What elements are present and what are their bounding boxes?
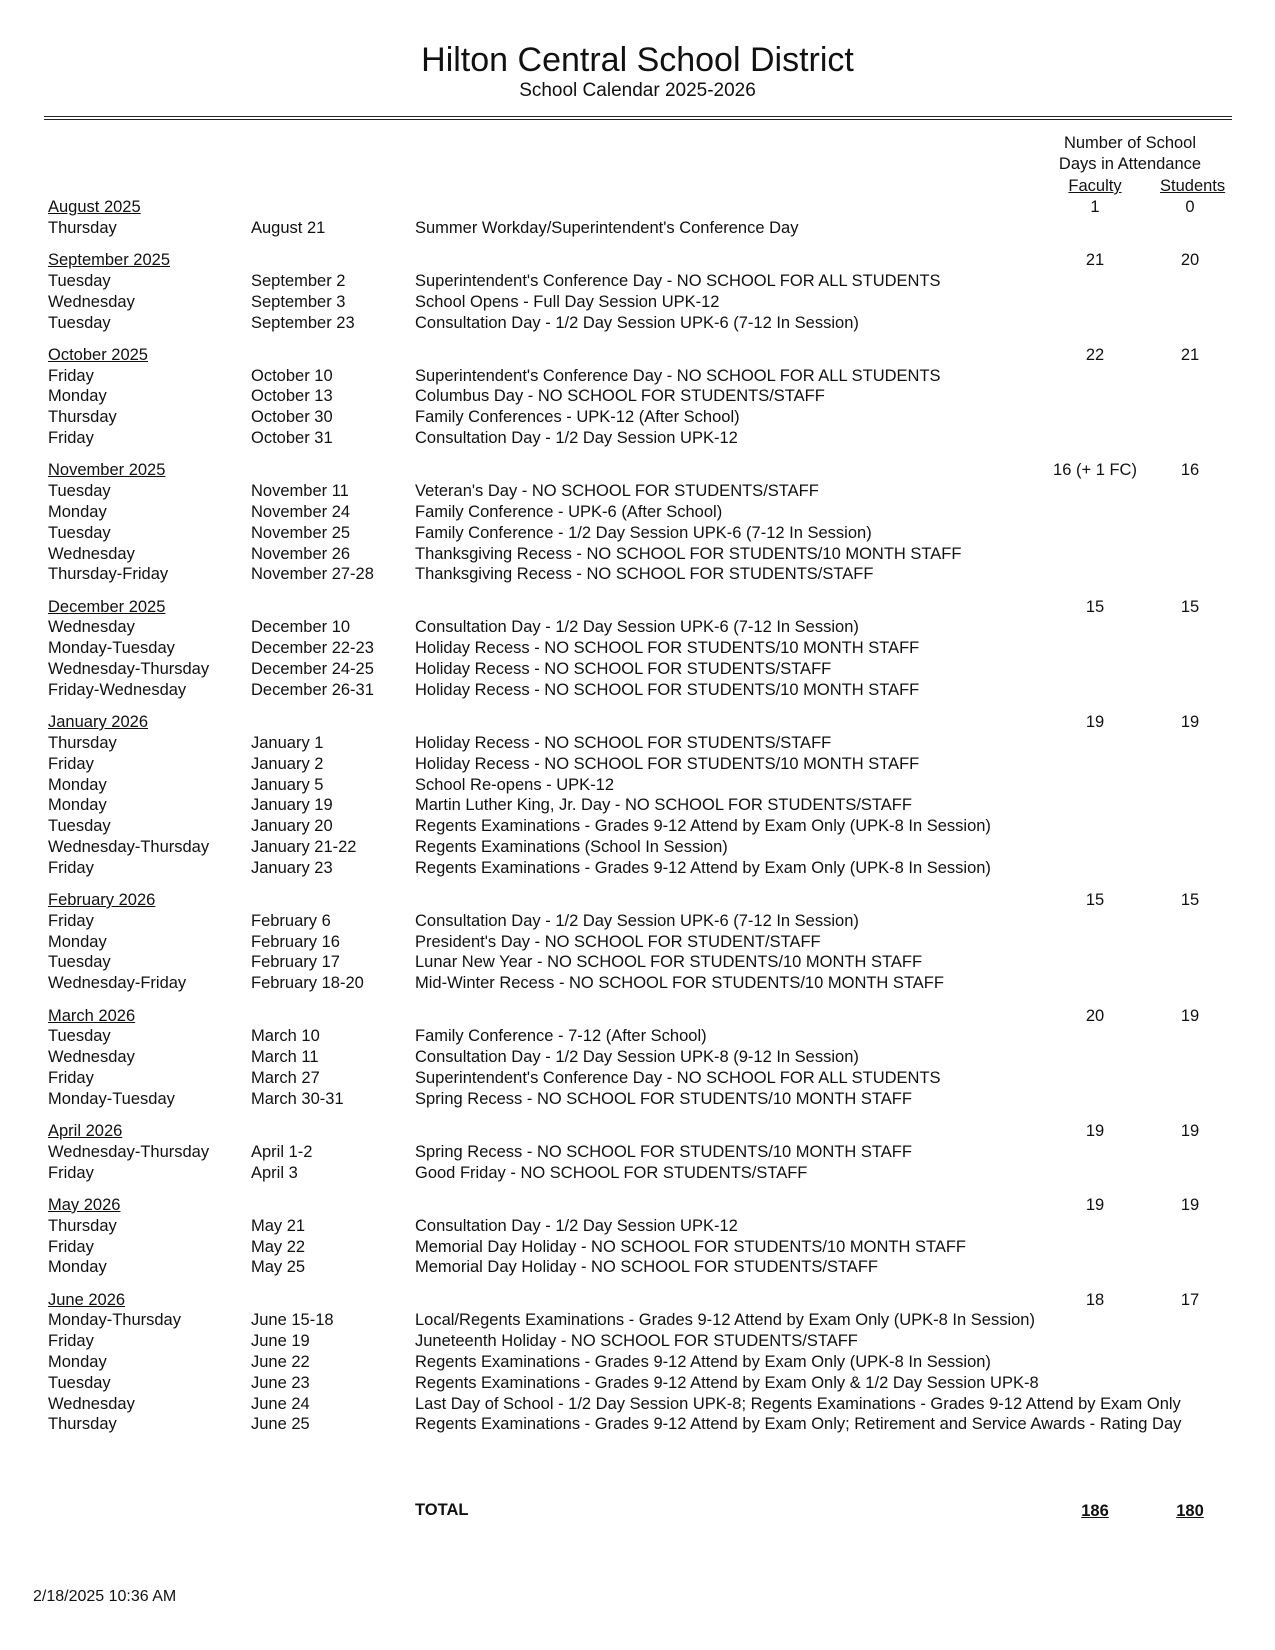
calendar-event-row [0,1026,1275,1047]
event-date: May 22 [251,1237,306,1256]
faculty-days: 20 [1085,1006,1105,1025]
event-description: Good Friday - NO SCHOOL FOR STUDENTS/STAFF [415,1163,808,1182]
calendar-event-row [0,407,1275,428]
month-header-row [0,197,1275,218]
event-description: Memorial Day Holiday - NO SCHOOL FOR STUDENTS/STAFF [415,1258,878,1277]
event-description: Holiday Recess - NO SCHOOL FOR STUDENTS/STAFF [415,733,832,752]
calendar-event-row [0,659,1275,680]
event-day: Monday-Thursday [48,1311,181,1330]
calendar-event-row [0,1394,1275,1415]
calendar-event-row [0,733,1275,754]
month-header-row [0,1290,1275,1311]
calendar-event-row [0,366,1275,387]
event-date: June 24 [251,1394,310,1413]
event-date: April 1-2 [251,1142,313,1161]
event-date: January 20 [251,817,333,836]
event-description: Superintendent's Conference Day - NO SCHOOL FOR ALL STUDENTS [415,271,941,290]
calendar-event-row [0,1142,1275,1163]
event-day: Thursday-Friday [48,565,169,584]
calendar-event-row [0,544,1275,565]
calendar-event-row [0,271,1275,292]
calendar-event-row [0,795,1275,816]
event-date: August 21 [251,218,326,237]
event-description: Regents Examinations - Grades 9-12 Attend by Exam Only; Retirement and Service Awards - Rating Day [415,1415,1182,1434]
event-date: October 30 [251,408,333,427]
student-days: 19 [1180,713,1200,732]
event-date: June 22 [251,1353,310,1371]
faculty-days: 19 [1085,1195,1105,1214]
total-student-days: 180 [1176,1502,1204,1520]
month-header-row [0,460,1275,481]
month-header-row [0,712,1275,733]
event-date: February 17 [251,953,340,972]
month-header-row [0,345,1275,366]
event-day: Friday [48,1068,94,1087]
event-date: January 19 [251,796,333,815]
calendar-event-row [0,617,1275,638]
event-day: Tuesday [48,313,111,332]
student-days: 19 [1180,1195,1200,1214]
event-day: Friday [48,911,94,930]
event-date: December 10 [251,618,351,637]
event-date: October 31 [251,429,333,447]
student-days: 19 [1180,1122,1200,1140]
event-day: Wednesday [48,1048,135,1067]
event-date: February 16 [251,932,340,951]
calendar-event-row [0,775,1275,796]
event-description: Family Conferences - UPK-12 (After School) [415,408,740,427]
event-description: Consultation Day - 1/2 Day Session UPK-6 (7-12 In Session) [415,618,859,637]
calendar-event-row [0,1310,1275,1331]
event-day: Monday-Tuesday [48,639,175,658]
event-date: September 23 [251,313,355,332]
event-day: Friday-Wednesday [48,680,187,699]
event-day: Friday [48,1332,94,1351]
student-days: 20 [1180,251,1200,270]
student-days: 21 [1180,345,1200,364]
calendar-event-row [0,1352,1275,1373]
calendar-event-row [0,973,1275,994]
event-description: Summer Workday/Superintendent's Conference Day [415,218,799,237]
event-description: Holiday Recess - NO SCHOOL FOR STUDENTS/10 MONTH STAFF [415,639,920,658]
event-day: Monday [48,1353,107,1371]
month-name: August 2025 [48,198,141,216]
event-day: Friday [48,429,94,447]
event-description: Juneteenth Holiday - NO SCHOOL FOR STUDENTS/STAFF [415,1332,858,1351]
event-description: Mid-Winter Recess - NO SCHOOL FOR STUDENTS/10 MONTH STAFF [415,974,944,993]
event-day: Wednesday-Thursday [48,1142,210,1161]
month-name: June 2026 [48,1290,126,1309]
event-description: Thanksgiving Recess - NO SCHOOL FOR STUDENTS/10 MONTH STAFF [415,544,962,563]
calendar-event-row [0,218,1275,239]
event-day: Wednesday-Friday [48,974,187,993]
event-description: Family Conference - 7-12 (After School) [415,1027,707,1046]
student-days: 0 [1185,198,1195,216]
event-day: Monday [48,775,107,794]
month-header-row [0,597,1275,618]
event-day: Tuesday [48,271,111,290]
event-description: Superintendent's Conference Day - NO SCHOOL FOR ALL STUDENTS [415,366,941,385]
event-date: October 10 [251,366,333,385]
calendar-event-row [0,564,1275,585]
event-day: Friday [48,754,94,773]
faculty-days: 19 [1085,1122,1105,1140]
event-date: January 2 [251,754,324,773]
total-faculty-days: 186 [1081,1502,1109,1520]
event-day: Thursday [48,733,117,752]
event-day: Monday [48,1258,107,1277]
month-header-row [0,1006,1275,1027]
faculty-days: 22 [1085,345,1105,364]
calendar-event-row [0,1163,1275,1184]
month-name: April 2026 [48,1122,123,1140]
event-description: Holiday Recess - NO SCHOOL FOR STUDENTS/10 MONTH STAFF [415,754,920,773]
event-date: January 5 [251,775,324,794]
event-day: Tuesday [48,1373,111,1392]
event-day: Wednesday-Thursday [48,837,210,856]
student-days: 19 [1180,1006,1200,1025]
month-header-row [0,1121,1275,1142]
calendar-event-row [0,1257,1275,1278]
event-date: September 3 [251,292,346,311]
event-description: Veteran's Day - NO SCHOOL FOR STUDENTS/STAFF [415,482,819,501]
event-description: Family Conference - UPK-6 (After School) [415,502,723,521]
faculty-days: 15 [1085,597,1105,616]
students-column-header: Students [1160,177,1226,195]
month-header-row [0,1195,1275,1216]
month-name: October 2025 [48,345,148,364]
event-date: December 22-23 [251,639,374,658]
event-description: School Re-opens - UPK-12 [415,775,615,794]
event-day: Monday [48,502,107,521]
calendar-event-row [0,481,1275,502]
event-day: Thursday [48,218,117,237]
calendar-event-row [0,1089,1275,1110]
event-description: Regents Examinations (School In Session) [415,837,728,856]
event-description: Last Day of School - 1/2 Day Session UPK-8; Regents Examinations - Grades 9-12 Attend by Exam Only [415,1394,1181,1413]
event-date: February 18-20 [251,974,364,993]
event-date: November 24 [251,502,351,521]
month-header-row [0,250,1275,271]
faculty-column-header: Faculty [1068,177,1122,195]
month-name: May 2026 [48,1195,121,1214]
event-description: Consultation Day - 1/2 Day Session UPK-6 (7-12 In Session) [415,313,859,332]
month-name: February 2026 [48,891,156,909]
event-date: April 3 [251,1163,298,1182]
event-description: Holiday Recess - NO SCHOOL FOR STUDENTS/10 MONTH STAFF [415,680,920,699]
student-days: 15 [1180,891,1200,909]
calendar-event-row [0,1373,1275,1394]
event-day: Wednesday-Thursday [48,660,210,678]
faculty-days: 1 [1090,198,1100,216]
event-description: Superintendent's Conference Day - NO SCHOOL FOR ALL STUDENTS [415,1068,941,1087]
event-description: School Opens - Full Day Session UPK-12 [415,292,720,311]
event-date: May 25 [251,1258,306,1277]
event-date: January 21-22 [251,837,357,856]
event-date: November 11 [251,482,349,501]
month-header-row [0,890,1275,911]
event-date: June 15-18 [251,1311,334,1330]
event-date: March 30-31 [251,1089,344,1108]
event-description: Lunar New Year - NO SCHOOL FOR STUDENTS/10 MONTH STAFF [415,953,923,972]
event-description: Consultation Day - 1/2 Day Session UPK-6 (7-12 In Session) [415,911,859,930]
event-description: Holiday Recess - NO SCHOOL FOR STUDENTS/STAFF [415,660,832,678]
faculty-days: 15 [1085,891,1105,909]
calendar-event-row [0,858,1275,879]
faculty-days: 18 [1085,1290,1105,1309]
calendar-event-row [0,523,1275,544]
faculty-days: 19 [1085,713,1105,732]
event-day: Thursday [48,1216,117,1235]
student-days: 16 [1180,461,1200,480]
month-name: December 2025 [48,597,166,616]
event-day: Wednesday [48,618,135,637]
event-description: Spring Recess - NO SCHOOL FOR STUDENTS/10 MONTH STAFF [415,1089,912,1108]
event-date: October 13 [251,387,333,406]
event-description: Columbus Day - NO SCHOOL FOR STUDENTS/STAFF [415,387,825,406]
month-name: January 2026 [48,713,148,732]
calendar-event-row [0,911,1275,932]
event-date: December 26-31 [251,680,374,699]
calendar-event-row [0,1414,1275,1435]
faculty-days: 21 [1085,251,1105,270]
event-description: Family Conference - 1/2 Day Session UPK-6 (7-12 In Session) [415,523,872,542]
event-description: President's Day - NO SCHOOL FOR STUDENT/STAFF [415,932,821,951]
event-description: Regents Examinations - Grades 9-12 Attend by Exam Only (UPK-8 In Session) [415,817,991,836]
calendar-event-row [0,680,1275,701]
event-day: Wednesday [48,1394,135,1413]
event-day: Tuesday [48,523,111,542]
event-date: March 10 [251,1027,320,1046]
event-date: December 24-25 [251,660,374,678]
event-description: Regents Examinations - Grades 9-12 Attend by Exam Only (UPK-8 In Session) [415,1353,991,1371]
event-day: Friday [48,366,94,385]
calendar-event-row [0,313,1275,334]
calendar-event-row [0,1216,1275,1237]
event-day: Tuesday [48,953,111,972]
event-date: February 6 [251,911,331,930]
event-date: November 25 [251,523,351,542]
month-name: September 2025 [48,251,171,270]
faculty-days: 16 (+ 1 FC) [1053,461,1137,480]
document-subtitle: School Calendar 2025-2026 [519,80,756,101]
print-timestamp: 2/18/2025 10:36 AM [33,1588,177,1605]
calendar-event-row [0,1237,1275,1258]
event-description: Memorial Day Holiday - NO SCHOOL FOR STUDENTS/10 MONTH STAFF [415,1237,966,1256]
event-description: Regents Examinations - Grades 9-12 Attend by Exam Only (UPK-8 In Session) [415,858,991,877]
event-day: Wednesday [48,292,135,311]
calendar-event-row [0,754,1275,775]
month-name: March 2026 [48,1006,136,1025]
calendar-event-row [0,1068,1275,1089]
calendar-event-row [0,952,1275,973]
calendar-event-row [0,386,1275,407]
event-date: November 27-28 [251,565,374,584]
event-date: January 1 [251,733,324,752]
event-day: Friday [48,1163,94,1182]
calendar-event-row [0,1331,1275,1352]
event-day: Thursday [48,408,117,427]
attendance-header-line1: Number of School [1063,134,1197,152]
event-date: September 2 [251,271,346,290]
event-date: May 21 [251,1216,306,1235]
calendar-event-row [0,428,1275,449]
event-day: Tuesday [48,817,111,836]
event-description: Consultation Day - 1/2 Day Session UPK-12 [415,429,738,447]
calendar-event-row [0,292,1275,313]
event-day: Wednesday [48,544,135,563]
event-description: Thanksgiving Recess - NO SCHOOL FOR STUDENTS/STAFF [415,565,874,584]
event-date: March 11 [251,1048,319,1067]
event-day: Tuesday [48,1027,111,1046]
calendar-event-row [0,638,1275,659]
attendance-header-line2: Days in Attendance [1058,155,1202,173]
event-date: June 23 [251,1373,310,1392]
event-day: Monday [48,932,107,951]
calendar-event-row [0,502,1275,523]
calendar-event-row [0,816,1275,837]
total-label: TOTAL [415,1501,469,1519]
event-day: Monday-Tuesday [48,1089,175,1108]
student-days: 17 [1180,1290,1200,1309]
event-date: June 19 [251,1332,310,1351]
event-day: Monday [48,387,107,406]
event-date: March 27 [251,1068,320,1087]
calendar-event-row [0,932,1275,953]
event-date: November 26 [251,544,351,563]
event-day: Thursday [48,1415,117,1434]
document-title: Hilton Central School District [421,41,854,79]
event-day: Friday [48,1237,94,1256]
event-description: Consultation Day - 1/2 Day Session UPK-12 [415,1216,738,1235]
event-description: Local/Regents Examinations - Grades 9-12 Attend by Exam Only (UPK-8 In Session) [415,1311,1035,1330]
student-days: 15 [1180,597,1200,616]
event-description: Consultation Day - 1/2 Day Session UPK-8 (9-12 In Session) [415,1048,859,1067]
event-description: Regents Examinations - Grades 9-12 Attend by Exam Only & 1/2 Day Session UPK-8 [415,1373,1039,1392]
event-day: Friday [48,858,94,877]
event-day: Monday [48,796,107,815]
event-date: June 25 [251,1415,310,1434]
event-date: January 23 [251,858,333,877]
calendar-event-row [0,1047,1275,1068]
event-description: Martin Luther King, Jr. Day - NO SCHOOL FOR STUDENTS/STAFF [415,796,912,815]
calendar-event-row [0,837,1275,858]
month-name: November 2025 [48,461,166,480]
event-description: Spring Recess - NO SCHOOL FOR STUDENTS/10 MONTH STAFF [415,1142,912,1161]
event-day: Tuesday [48,482,111,501]
